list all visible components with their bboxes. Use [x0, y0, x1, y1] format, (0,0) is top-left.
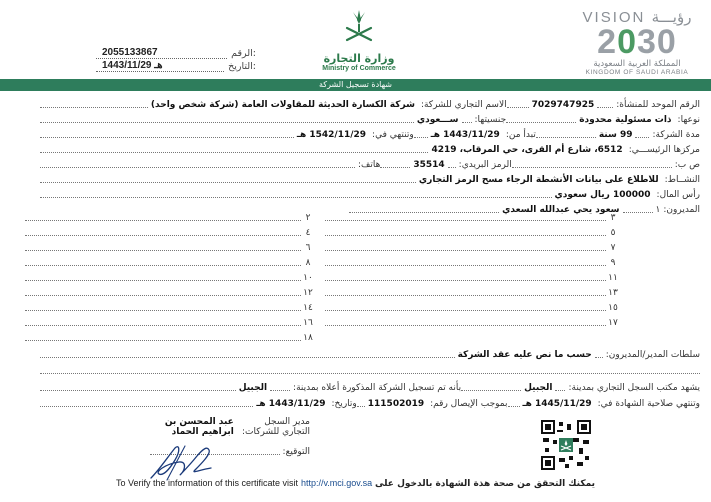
saudi-emblem-icon	[339, 6, 379, 46]
row-unified-number	[40, 98, 700, 110]
unified-number: 7029747925	[531, 100, 595, 110]
certificate-title-banner: شهادة تسجيل الشركة	[0, 79, 711, 91]
director-name: عبد المحسن بن ابراهيم الحماد	[164, 417, 234, 437]
manager-slot: ١٤	[25, 302, 315, 313]
manager-slot: ١٨	[25, 332, 315, 343]
certify-city-2: الجبيل	[238, 383, 268, 393]
certify-city-1: الجبيل	[524, 383, 553, 393]
unified-label: الرقم الموحد للمنشأة:	[616, 100, 700, 110]
duration-label: مدة الشركة:	[652, 130, 700, 140]
manager-slot: ٢	[25, 212, 315, 223]
authority-label: سلطات المدير/المديرون:	[605, 350, 700, 360]
manager-slot: ١٥	[325, 302, 620, 313]
row-duration	[40, 128, 700, 140]
reference-box	[96, 46, 256, 72]
capital-label: رأس المال:	[656, 190, 700, 200]
certify-text-a: يشهد مكتب السجل التجاري بمدينة:	[568, 383, 700, 393]
manager-slot: ٩	[325, 257, 620, 268]
qr-code-icon[interactable]	[541, 420, 591, 470]
director-label: مدير السجل التجاري للشركات:	[241, 417, 310, 437]
pobox-label: ص ب:	[674, 160, 700, 170]
row-capital	[40, 188, 700, 200]
trade-name-label: الاسم التجاري للشركة:	[420, 100, 507, 110]
managers-list	[0, 212, 660, 348]
nationality: ســـعودي	[416, 115, 459, 125]
activity-label: النشــاط:	[664, 175, 700, 185]
row-headquarters	[40, 143, 700, 155]
row-contact	[40, 158, 700, 170]
manager-slot: ٤	[25, 227, 315, 238]
manager-slot: ١٠	[25, 272, 315, 283]
phone-label: هاتف:	[358, 160, 381, 170]
start-date: 1443/11/29 هـ	[430, 130, 500, 140]
ministry-logo	[314, 6, 404, 72]
verify-text-ar: يمكنك التحقق من صحة هذة الشهادة بالدخول على	[375, 479, 596, 489]
reference-row	[96, 46, 256, 59]
date-label: التاريخ:	[228, 61, 256, 72]
manager-slot: ٥	[325, 227, 620, 238]
authority-value: حسب ما نص عليه عقد الشركة	[457, 350, 592, 360]
manager-slot: ٧	[325, 242, 620, 253]
ministry-name-ar: وزارة التجارة	[323, 52, 395, 65]
vision-kingdom-ar: المملكة العربية السعودية	[593, 59, 681, 69]
vision-2030-logo	[577, 8, 697, 76]
verification-footer	[0, 478, 711, 494]
row-type	[40, 113, 700, 125]
manager-slot: ١١	[325, 272, 620, 283]
manager-slot: ١٢	[25, 287, 315, 298]
manager-slot: ٨	[25, 257, 315, 268]
certificate-header	[0, 0, 711, 78]
trade-name: شركة الكسارة الحديثة للمقاولات العامة (شركة شخص واحد)	[150, 100, 415, 110]
receipt-number: 111502019	[367, 399, 425, 409]
certify-text-b: بأنه تم تسجيل الشركة المذكورة أعلاه بمدينة:	[293, 383, 462, 393]
duration: 99 سنة	[598, 130, 633, 140]
vision-title: VISION رؤيـــة	[582, 9, 692, 26]
end-date: 1542/11/29 هـ	[296, 130, 367, 140]
signature-label: التوقيع:	[282, 447, 310, 457]
receipt-label: بموجب الإيصال رقم:	[430, 399, 508, 409]
type-label: نوعها:	[677, 115, 700, 125]
reference-number: 2055133867	[96, 47, 227, 59]
end-label: وتنتهي في:	[372, 130, 414, 140]
postal-label: الرمز البريدي:	[458, 160, 512, 170]
date-value: 1443/11/29 هـ	[96, 60, 224, 72]
row-activity	[40, 173, 700, 185]
capital: 100000 ريال سعودي	[554, 190, 651, 200]
nationality-label: جنسيتها:	[474, 115, 507, 125]
postal-code: 35514	[413, 160, 445, 170]
company-type: ذات مسئولية محدودة	[579, 115, 672, 125]
hq-label: مركزها الرئيســـي:	[628, 145, 700, 155]
vision-year: 2030	[597, 23, 677, 61]
manager-slot: ١٧	[325, 317, 620, 328]
manager-slot: ٣	[325, 212, 620, 223]
manager-slot: ٦	[25, 242, 315, 253]
row-validity	[40, 397, 700, 409]
reference-label: الرقم:	[231, 48, 256, 59]
ministry-name-en: Ministry of Commerce	[322, 65, 396, 72]
managers-label: المديرون:	[663, 205, 700, 215]
validity-label: وتنتهي صلاحية الشهادة في:	[597, 399, 700, 409]
row-certify	[40, 381, 700, 393]
receipt-date-label: وتاريخ:	[331, 399, 357, 409]
verify-url-link[interactable]: http://v.mci.gov.sa	[300, 478, 373, 488]
manager-slot: ١٣	[325, 287, 620, 298]
activity: للاطلاع على بيانات الأنشطة الرجاء مسح الرمز التجاري	[418, 175, 659, 185]
vision-kingdom-en: KINGDOM OF SAUDI ARABIA	[585, 69, 689, 76]
verify-text-en: To Verify the information of this certificate visit	[115, 478, 299, 488]
manager-number: ١	[655, 205, 661, 215]
date-row	[96, 59, 256, 72]
row-authority	[40, 348, 700, 360]
receipt-date: 1443/11/29 هـ	[256, 399, 326, 409]
manager-slot: ١٦	[25, 317, 315, 328]
start-label: تبدأ من:	[505, 130, 536, 140]
validity-date: 1445/11/29 هـ	[522, 399, 592, 409]
manager-1-name: سعود يحي عبدالله السعدي	[502, 205, 620, 215]
hq-address: 6512، شارع أم القرى، حي المرقاب، 4219	[431, 145, 623, 155]
